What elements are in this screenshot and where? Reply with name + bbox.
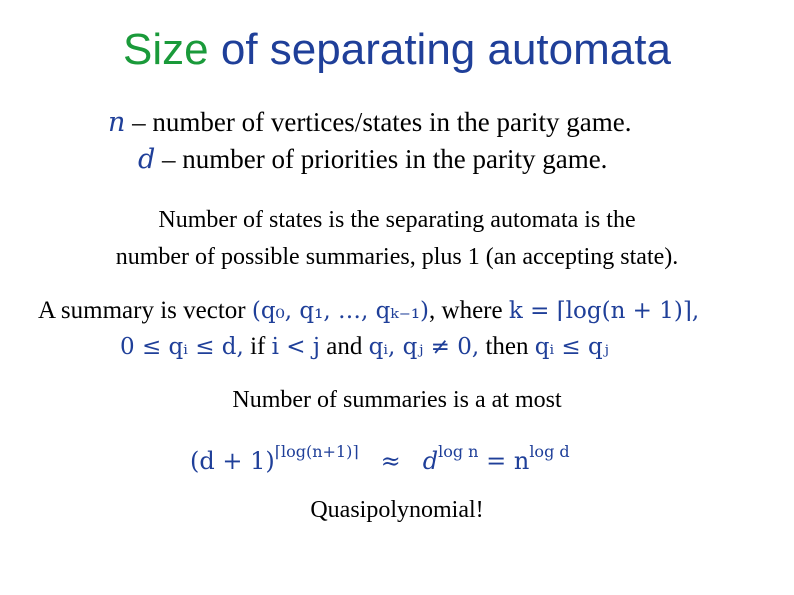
summary-condition-monotone: qᵢ ≤ qⱼ [534, 334, 609, 360]
summary-vector: (q₀, q₁, …, qₖ₋₁) [251, 298, 430, 324]
summary-condition-order: i < j [271, 334, 320, 360]
formula-base: (d + 1) [190, 447, 275, 475]
slide-title [0, 22, 794, 78]
definition-d [108, 141, 631, 178]
states-paragraph-line2: number of possible summaries, plus 1 (an accepting state). [115, 244, 679, 270]
summary-row-1 [38, 293, 699, 329]
formula-equals-n: = n [486, 447, 530, 475]
formula-base-exponent: ⌈log(n+1)⌉ [274, 442, 359, 461]
summary-condition-nonzero: qᵢ, qⱼ ≠ 0, [368, 334, 480, 360]
definition-d-text: – number of priorities in the parity game. [155, 144, 608, 174]
formula-d: d [422, 447, 439, 475]
summaries-count-line: Number of summaries is a at most [232, 387, 562, 413]
var-d: d [138, 144, 156, 175]
conclusion-text: Quasipolynomial! [310, 497, 484, 523]
formula-d-exponent: log n [438, 442, 479, 461]
title-word-size: Size [123, 25, 209, 74]
variable-definitions [108, 104, 631, 178]
definition-n-text: – number of vertices/states in the parity game. [125, 107, 632, 137]
summary-then: then [479, 333, 535, 360]
formula-approx-symbol: ≈ [380, 447, 401, 475]
bound-formula [190, 432, 570, 481]
summary-definition [38, 293, 699, 365]
definition-n [108, 104, 631, 141]
states-paragraph-line1: Number of states is the separating automata is the [158, 207, 636, 233]
summary-condition-range: 0 ≤ qᵢ ≤ d, [120, 334, 244, 360]
summary-row-2 [38, 329, 699, 365]
summary-and: and [319, 333, 369, 360]
summary-if: if [243, 333, 272, 360]
summary-k-definition: k = ⌈log(n + 1)⌉, [508, 298, 700, 324]
formula-n-exponent: log d [529, 442, 570, 461]
var-n: n [108, 107, 126, 138]
title-rest: of separating automata [208, 25, 671, 74]
summary-lead: A summary is vector [38, 297, 252, 324]
summary-where: , where [429, 297, 509, 324]
